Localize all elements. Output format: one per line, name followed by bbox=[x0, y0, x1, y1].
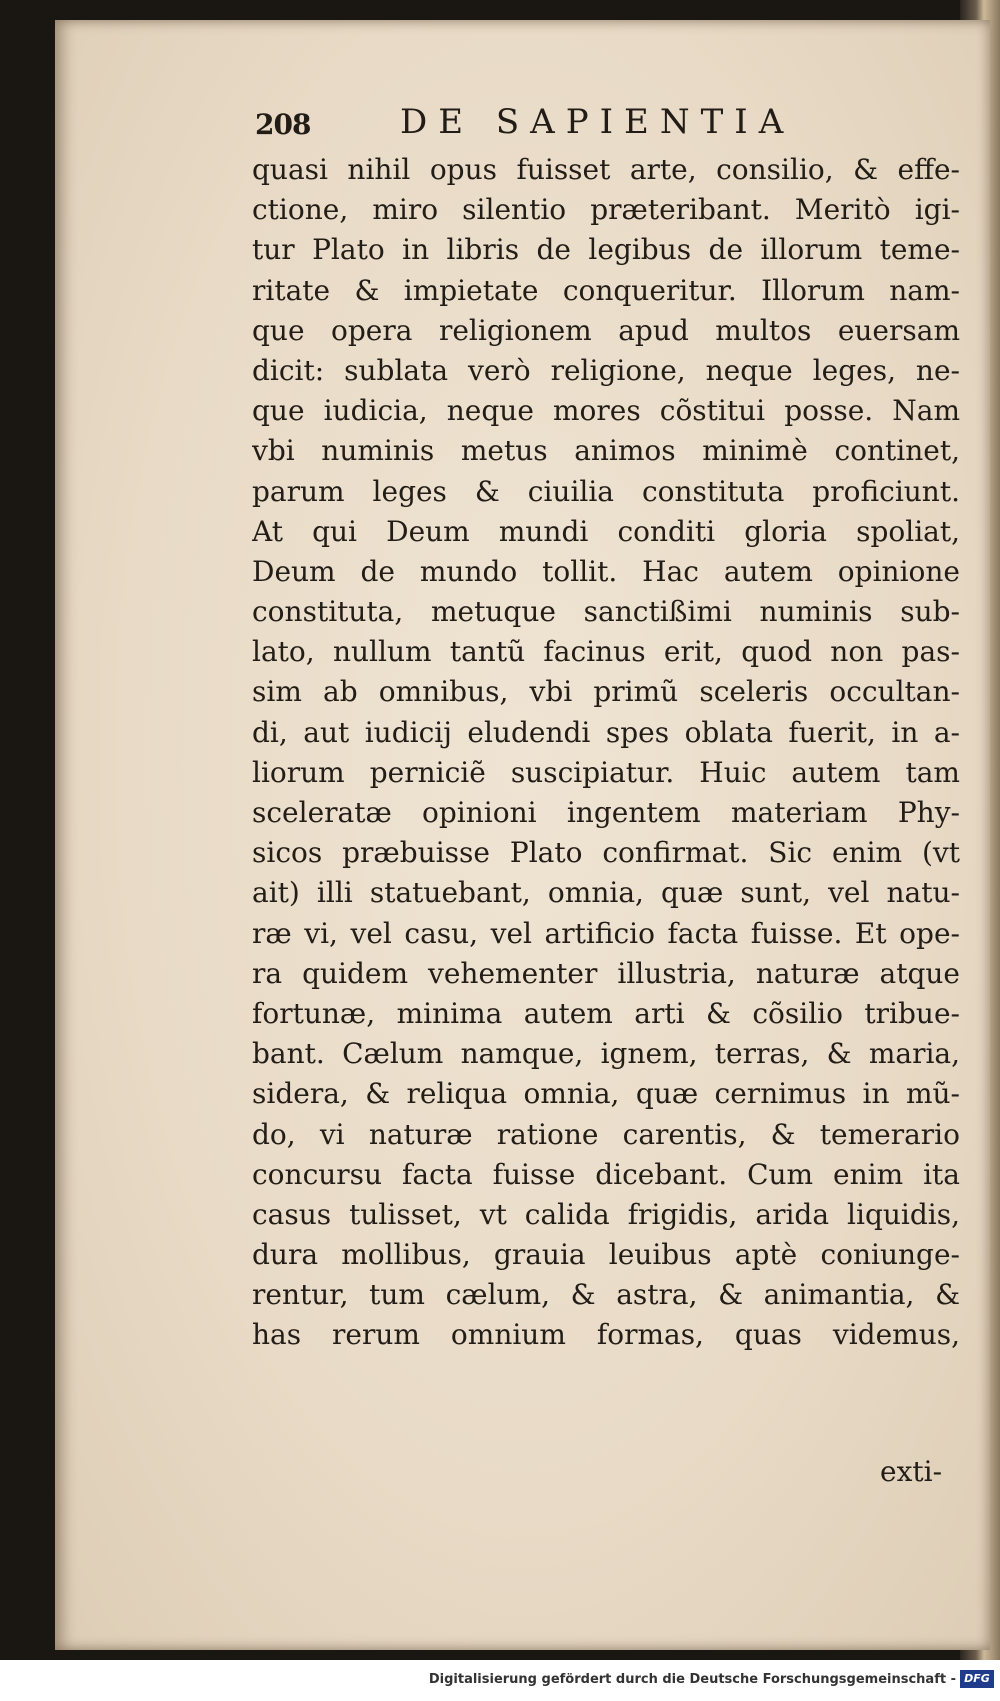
text-line: casus tulisset, vt calida frigidis, arida liquidis, bbox=[252, 1197, 960, 1231]
text-line: At qui Deum mundi conditi gloria spoliat, bbox=[252, 514, 960, 548]
footer-bar bbox=[0, 1660, 1000, 1701]
text-line: rentur, tum cælum, & astra, & animantia, & bbox=[252, 1278, 960, 1312]
text-line: sicos præbuisse Plato confirmat. Sic enim (vt bbox=[252, 836, 960, 870]
text-line: ræ vi, vel casu, vel artificio facta fuisse. Et ope- bbox=[252, 916, 960, 950]
text-line: constituta, metuque sanctißimi numinis sub- bbox=[252, 595, 960, 629]
catchword: exti- bbox=[880, 1455, 943, 1488]
page-number: 208 bbox=[255, 108, 311, 141]
page-header bbox=[255, 96, 795, 152]
text-line: sim ab omnibus, vbi primũ sceleris occultan- bbox=[252, 675, 960, 709]
text-line: fortunæ, minima autem arti & cõsilio tribue- bbox=[252, 996, 960, 1030]
text-line: sidera, & reliqua omnia, quæ cernimus in mũ- bbox=[252, 1077, 960, 1111]
text-line: dicit: sublata verò religione, neque leges, ne- bbox=[252, 353, 960, 387]
text-line: lato, nullum tantũ facinus erit, quod non pas- bbox=[252, 635, 960, 669]
text-line: do, vi naturæ ratione carentis, & temerario bbox=[252, 1117, 960, 1151]
dfg-logo-icon: DFG bbox=[960, 1670, 994, 1688]
body-text bbox=[252, 150, 960, 1356]
text-line: quasi nihil opus fuisset arte, consilio, & effe- bbox=[252, 153, 960, 186]
text-line: has rerum omnium formas, quas videmus, bbox=[252, 1318, 960, 1352]
text-line: bant. Cælum namque, ignem, terras, & maria, bbox=[252, 1037, 960, 1071]
text-line: sceleratæ opinioni ingentem materiam Phy- bbox=[252, 796, 960, 829]
text-line: parum leges & ciuilia constituta proficiunt. bbox=[252, 474, 960, 508]
text-line: di, aut iudicij eludendi spes oblata fuerit, in a- bbox=[252, 715, 960, 749]
text-line: concursu facta fuisse dicebant. Cum enim ita bbox=[252, 1157, 960, 1191]
text-line: tur Plato in libris de legibus de illorum teme- bbox=[252, 233, 960, 267]
text-line: dura mollibus, grauia leuibus aptè coniunge- bbox=[252, 1238, 960, 1272]
text-line: ait) illi statuebant, omnia, quæ sunt, vel natu- bbox=[252, 876, 960, 910]
text-line: Deum de mundo tollit. Hac autem opinione bbox=[252, 554, 960, 588]
text-line: ctione, miro silentio præteribant. Meritò igi- bbox=[252, 193, 960, 227]
funding-credit: Digitalisierung gefördert durch die Deutsche Forschungsgemeinschaft - bbox=[428, 1672, 956, 1687]
text-line: que iudicia, neque mores cõstitui posse. Nam bbox=[252, 394, 960, 428]
text-line: ra quidem vehementer illustria, naturæ atque bbox=[252, 956, 960, 990]
running-head: DE SAPIENTIA bbox=[400, 102, 795, 142]
text-line: vbi numinis metus animos minimè continet, bbox=[252, 434, 960, 468]
text-line: liorum perniciẽ suscipiatur. Huic autem tam bbox=[252, 755, 960, 789]
text-line: ritate & impietate conqueritur. Illorum nam- bbox=[252, 273, 960, 307]
text-line: que opera religionem apud multos euersam bbox=[252, 313, 960, 347]
